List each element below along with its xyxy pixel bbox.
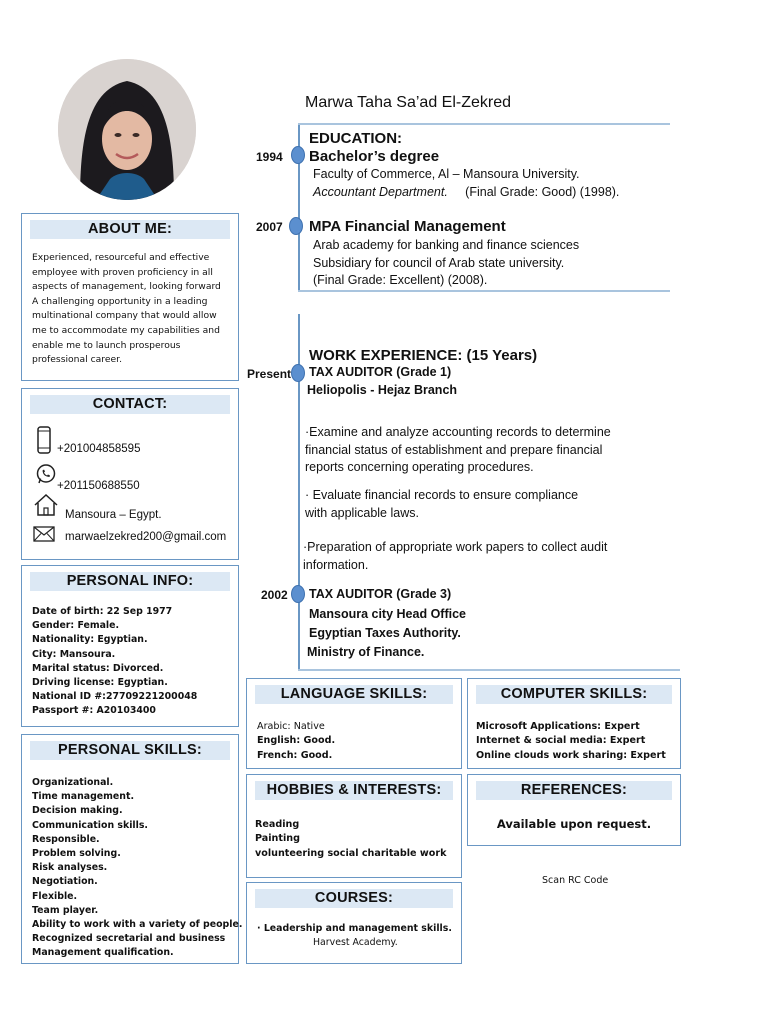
- skill-item: Management qualification.: [32, 947, 174, 959]
- work-heading: WORK EXPERIENCE: (15 Years): [309, 347, 538, 364]
- duty-line: ·Examine and analyze accounting records to determine: [305, 425, 611, 439]
- whatsapp-number[interactable]: +201150688550: [57, 480, 140, 492]
- education-line: (Final Grade: Excellent) (2008).: [313, 273, 488, 287]
- whatsapp-icon: [35, 463, 57, 485]
- work-present-title: TAX AUDITOR (Grade 1): [309, 365, 452, 379]
- info-dob: Date of birth: 22 Sep 1977: [32, 606, 173, 617]
- education-title-bachelor: Bachelor’s degree: [309, 148, 440, 165]
- course-provider: Harvest Academy.: [313, 937, 398, 948]
- work-present-branch: Heliopolis - Hejaz Branch: [307, 383, 458, 397]
- scan-qr-label: Scan RC Code: [542, 875, 609, 886]
- education-mpa-details: [313, 237, 579, 290]
- timeline-dot: [291, 146, 305, 164]
- work-line: Egyptian Taxes Authority.: [309, 626, 461, 640]
- work-line: Mansoura city Head Office: [309, 607, 466, 621]
- skill-item: Organizational.: [32, 777, 114, 788]
- info-nationality: Nationality: Egyptian.: [32, 634, 148, 646]
- info-city: City: Mansoura.: [32, 648, 116, 660]
- skill-item: Ability to work with a variety of people.: [32, 919, 243, 931]
- work-duty-2: [305, 487, 578, 522]
- about-line: Experienced, resourceful and effective: [32, 252, 210, 263]
- education-line: Accountant Department. (Final Grade: Good) (1998).: [313, 184, 620, 199]
- education-title-mpa: MPA Financial Management: [309, 218, 506, 235]
- skill-item: Negotiation.: [32, 876, 98, 888]
- course-item: · Leadership and management skills.: [257, 923, 452, 934]
- language-english: English: Good.: [257, 735, 336, 747]
- education-bottom-rule: [298, 290, 670, 292]
- work-duty-1: [305, 424, 611, 477]
- info-gender: Gender: Female.: [32, 620, 120, 632]
- personal-skills-list: [32, 776, 242, 961]
- profile-photo-graphic: [58, 59, 196, 200]
- work-year-2002: 2002: [261, 588, 288, 602]
- personal-info-heading: PERSONAL INFO:: [30, 572, 230, 591]
- timeline-dot: [291, 364, 305, 382]
- about-section: [21, 213, 239, 381]
- hobbies-list: [255, 818, 446, 861]
- personal-skills-section: [21, 734, 243, 964]
- duty-line: reports concerning operating procedures.: [305, 460, 534, 474]
- education-top-rule: [298, 123, 670, 125]
- computer-skill-item: Microsoft Applications: Expert: [476, 721, 640, 732]
- phone-number[interactable]: +201004858595: [57, 443, 141, 455]
- duty-line: information.: [303, 557, 369, 572]
- skill-item: Risk analyses.: [32, 862, 108, 874]
- work-year-present: Present: [247, 367, 292, 381]
- education-year-1994: 1994: [256, 150, 283, 164]
- info-marital: Marital status: Divorced.: [32, 662, 164, 674]
- skill-item: Time management.: [32, 791, 135, 803]
- about-heading: ABOUT ME:: [30, 220, 230, 239]
- language-skills-heading: LANGUAGE SKILLS:: [255, 685, 453, 704]
- duty-line: · Evaluate financial records to ensure compliance: [305, 488, 579, 502]
- about-line: enable me to launch prosperous: [32, 339, 181, 351]
- info-national-id: National ID #:27709221200048: [32, 691, 198, 703]
- skill-item: Problem solving.: [32, 848, 121, 860]
- about-line: employee with proven proficiency in all: [32, 266, 213, 278]
- computer-skills-section: [467, 678, 681, 769]
- language-french: French: Good.: [257, 749, 333, 761]
- about-line: me to accommodate my capabilities and: [32, 324, 220, 336]
- duty-line: financial status of establishment and prepare financial: [305, 442, 603, 457]
- candidate-name: Marwa Taha Sa’ad El-Zekred: [305, 94, 512, 111]
- hobbies-section: [246, 774, 462, 878]
- work-bottom-rule: [298, 669, 680, 671]
- skill-item: Responsible.: [32, 833, 100, 845]
- computer-skills-list: [476, 720, 666, 763]
- timeline-dot: [291, 585, 305, 603]
- duty-line: ·Preparation of appropriate work papers to collect audit: [303, 540, 608, 554]
- skill-item: Communication skills.: [32, 819, 148, 831]
- about-line: aspects of management, looking forward: [32, 281, 221, 293]
- hobby-item: Painting: [255, 833, 300, 845]
- education-line: Subsidiary for council of Arab state university.: [313, 255, 565, 270]
- address: Mansoura – Egypt.: [65, 509, 162, 521]
- hobby-item: volunteering social charitable work: [255, 847, 447, 859]
- references-text: Available upon request.: [496, 817, 652, 831]
- work-earlier-title: TAX AUDITOR (Grade 3): [309, 587, 452, 601]
- home-icon: [33, 493, 59, 517]
- skill-item: Flexible.: [32, 890, 78, 902]
- computer-skill-item: Online clouds work sharing: Expert: [476, 749, 666, 761]
- education-bachelor-details: [313, 166, 619, 201]
- hobby-item: Reading: [255, 819, 300, 830]
- skill-item: Recognized secretarial and business: [32, 933, 226, 945]
- info-passport: Passport #: A20103400: [32, 705, 156, 717]
- profile-photo: [58, 59, 196, 200]
- education-heading: EDUCATION:: [309, 130, 403, 147]
- education-year-2007: 2007: [256, 220, 283, 234]
- references-heading: REFERENCES:: [476, 781, 672, 800]
- computer-skill-item: Internet & social media: Expert: [476, 735, 646, 747]
- personal-skills-heading: PERSONAL SKILLS:: [30, 741, 230, 760]
- email-address[interactable]: marwaelzekred200@gmail.com: [65, 531, 227, 543]
- courses-section: [246, 882, 462, 964]
- personal-info-section: [21, 565, 239, 727]
- education-line: Faculty of Commerce, Al – Mansoura University.: [313, 167, 580, 181]
- skill-item: Team player.: [32, 904, 99, 916]
- personal-info-list: [32, 605, 197, 719]
- skill-item: Decision making.: [32, 805, 123, 817]
- about-line: A challenging opportunity in a leading: [32, 295, 208, 307]
- about-text: [32, 251, 221, 368]
- language-arabic: Arabic: Native: [257, 721, 325, 732]
- computer-skills-heading: COMPUTER SKILLS:: [476, 685, 672, 704]
- language-skills-section: [246, 678, 462, 769]
- work-line: Ministry of Finance.: [307, 645, 425, 659]
- mobile-phone-icon: [37, 426, 51, 454]
- timeline-dot: [289, 217, 303, 235]
- contact-heading: CONTACT:: [30, 395, 230, 414]
- about-line: professional career.: [32, 354, 123, 366]
- language-list: [257, 720, 335, 763]
- courses-heading: COURSES:: [255, 889, 453, 908]
- references-section: [467, 774, 681, 846]
- email-icon: [33, 526, 55, 542]
- work-earlier-details: [309, 605, 466, 662]
- hobbies-heading: HOBBIES & INTERESTS:: [255, 781, 453, 800]
- education-line: Arab academy for banking and finance sciences: [313, 238, 580, 252]
- duty-line: with applicable laws.: [305, 505, 419, 520]
- work-duty-3: [303, 539, 607, 574]
- info-license: Driving license: Egyptian.: [32, 677, 168, 689]
- about-line: multinational company that would allow: [32, 310, 217, 322]
